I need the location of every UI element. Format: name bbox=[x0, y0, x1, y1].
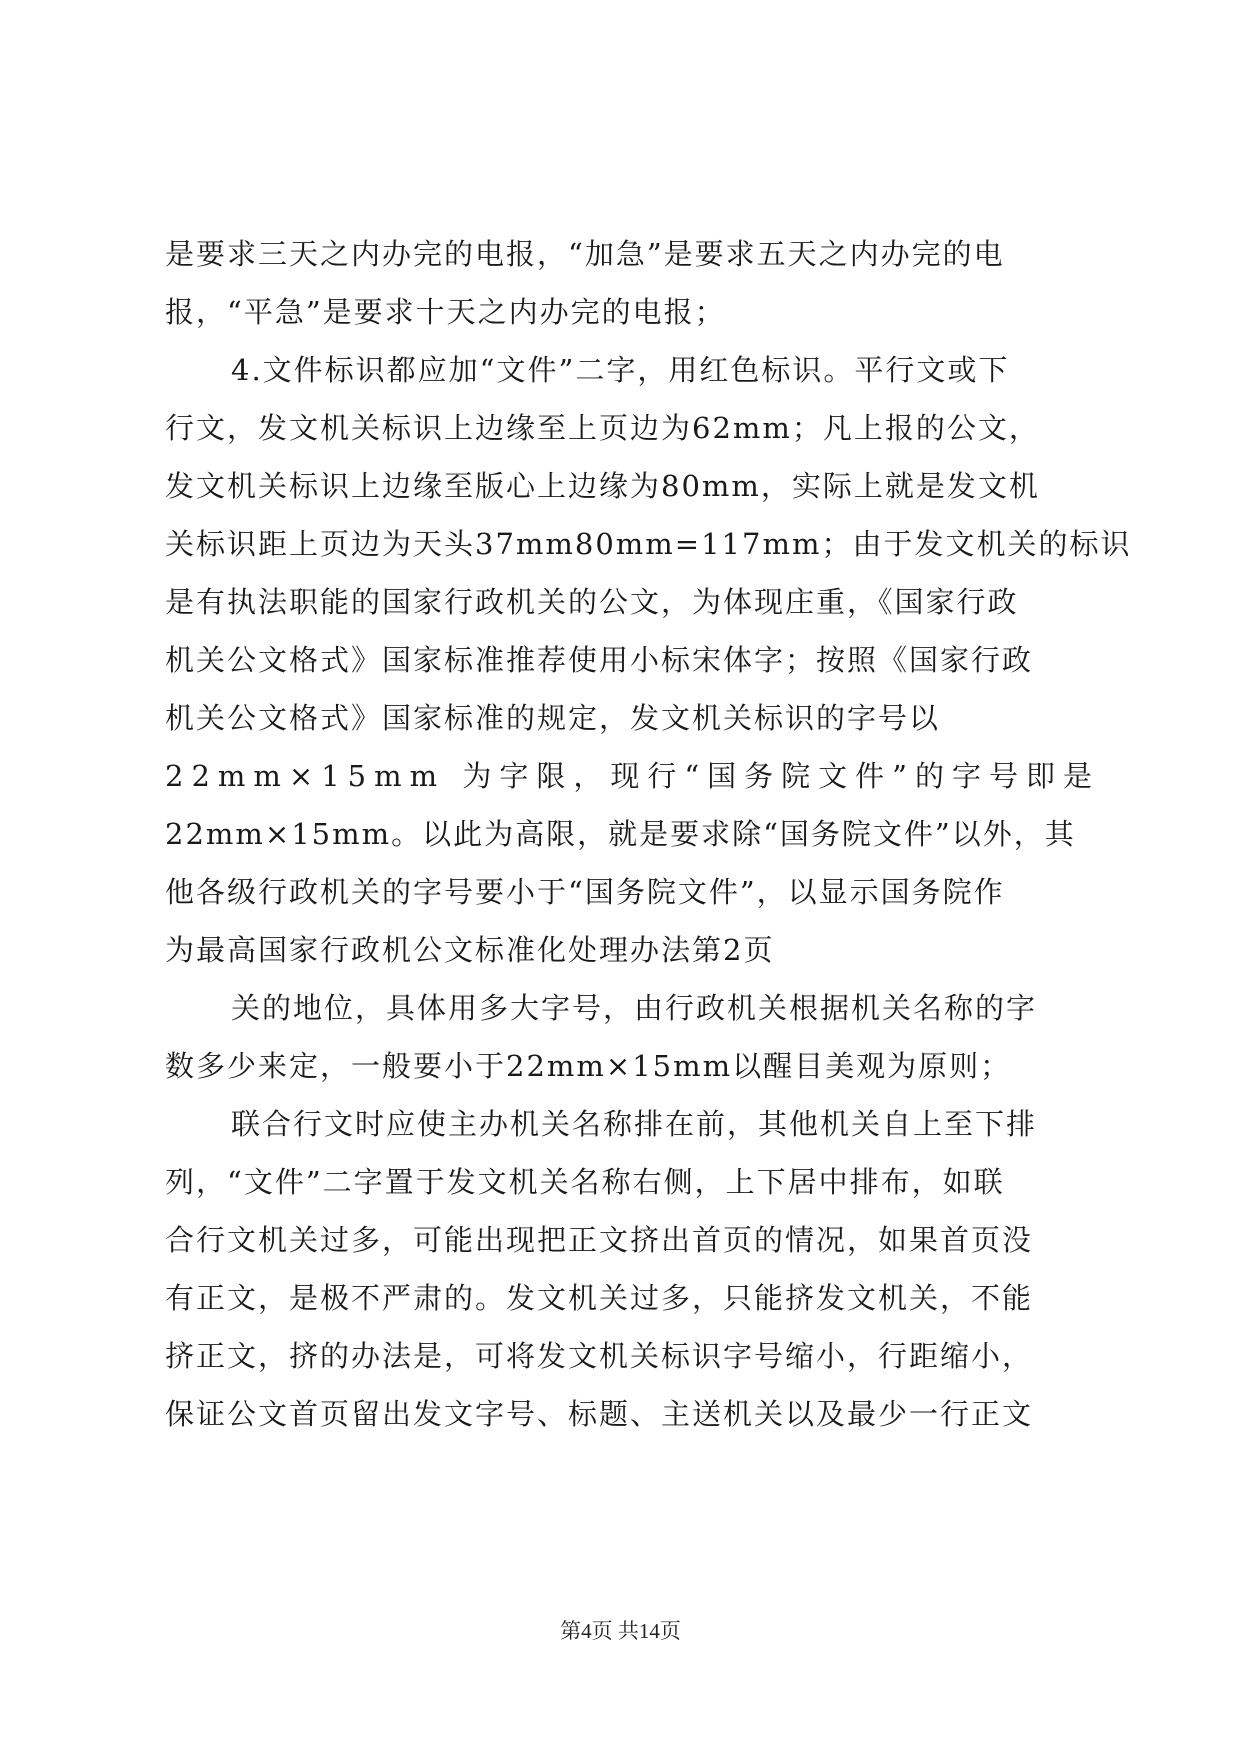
text-line: 列，“文件”二字置于发文机关名称右侧，上下居中排布，如联 bbox=[165, 1165, 1005, 1199]
text-line: 是有执法职能的国家行政机关的公文，为体现庄重，《国家行政 bbox=[165, 585, 1019, 619]
text-line: 数多少来定，一般要小于22mm×15mm以醒目美观为原则； bbox=[165, 1049, 1012, 1083]
text-line: 机关公文格式》国家标准推荐使用小标宋体字；按照《国家行政 bbox=[165, 643, 1034, 677]
text-line: 是要求三天之内办完的电报，“加急”是要求五天之内办完的电 bbox=[165, 237, 1005, 271]
text-line: 合行文机关过多，可能出现把正文挤出首页的情况，如果首页没 bbox=[165, 1223, 1034, 1257]
text-line: 发文机关标识上边缘至版心上边缘为80mm，实际上就是发文机 bbox=[165, 469, 1040, 503]
text-line: 为最高国家行政机公文标准化处理办法第2页 bbox=[165, 933, 775, 967]
document-body bbox=[165, 225, 1132, 1443]
text-line: 他各级行政机关的字号要小于“国务院文件”，以显示国务院作 bbox=[165, 875, 1005, 909]
text-line: 联合行文时应使主办机关名称排在前，其他机关自上至下排 bbox=[231, 1107, 1038, 1141]
text-line: 22mm×15mm 为字限，现行“国务院文件”的字号即是 bbox=[165, 759, 1100, 793]
text-line: 4.文件标识都应加“文件”二字，用红色标识。平行文或下 bbox=[231, 353, 1010, 387]
page-footer: 第4页 共14页 bbox=[560, 1619, 681, 1643]
text-line: 报，“平急”是要求十天之内办完的电报； bbox=[165, 295, 726, 329]
text-line: 保证公文首页留出发文字号、标题、主送机关以及最少一行正文 bbox=[165, 1397, 1034, 1431]
text-line: 22mm×15mm。以此为高限，就是要求除“国务院文件”以外，其 bbox=[165, 817, 1076, 851]
text-line: 挤正文，挤的办法是，可将发文机关标识字号缩小，行距缩小， bbox=[165, 1339, 1034, 1373]
text-line: 有正文，是极不严肃的。发文机关过多，只能挤发文机关，不能 bbox=[165, 1281, 1034, 1315]
text-line: 关的地位，具体用多大字号，由行政机关根据机关名称的字 bbox=[231, 991, 1038, 1025]
text-line: 行文，发文机关标识上边缘至上页边为62mm；凡上报的公文， bbox=[165, 411, 1040, 445]
text-line: 关标识距上页边为天头37mm80mm=117mm；由于发文机关的标识 bbox=[165, 527, 1132, 561]
text-line: 机关公文格式》国家标准的规定，发文机关标识的字号以 bbox=[165, 701, 941, 735]
